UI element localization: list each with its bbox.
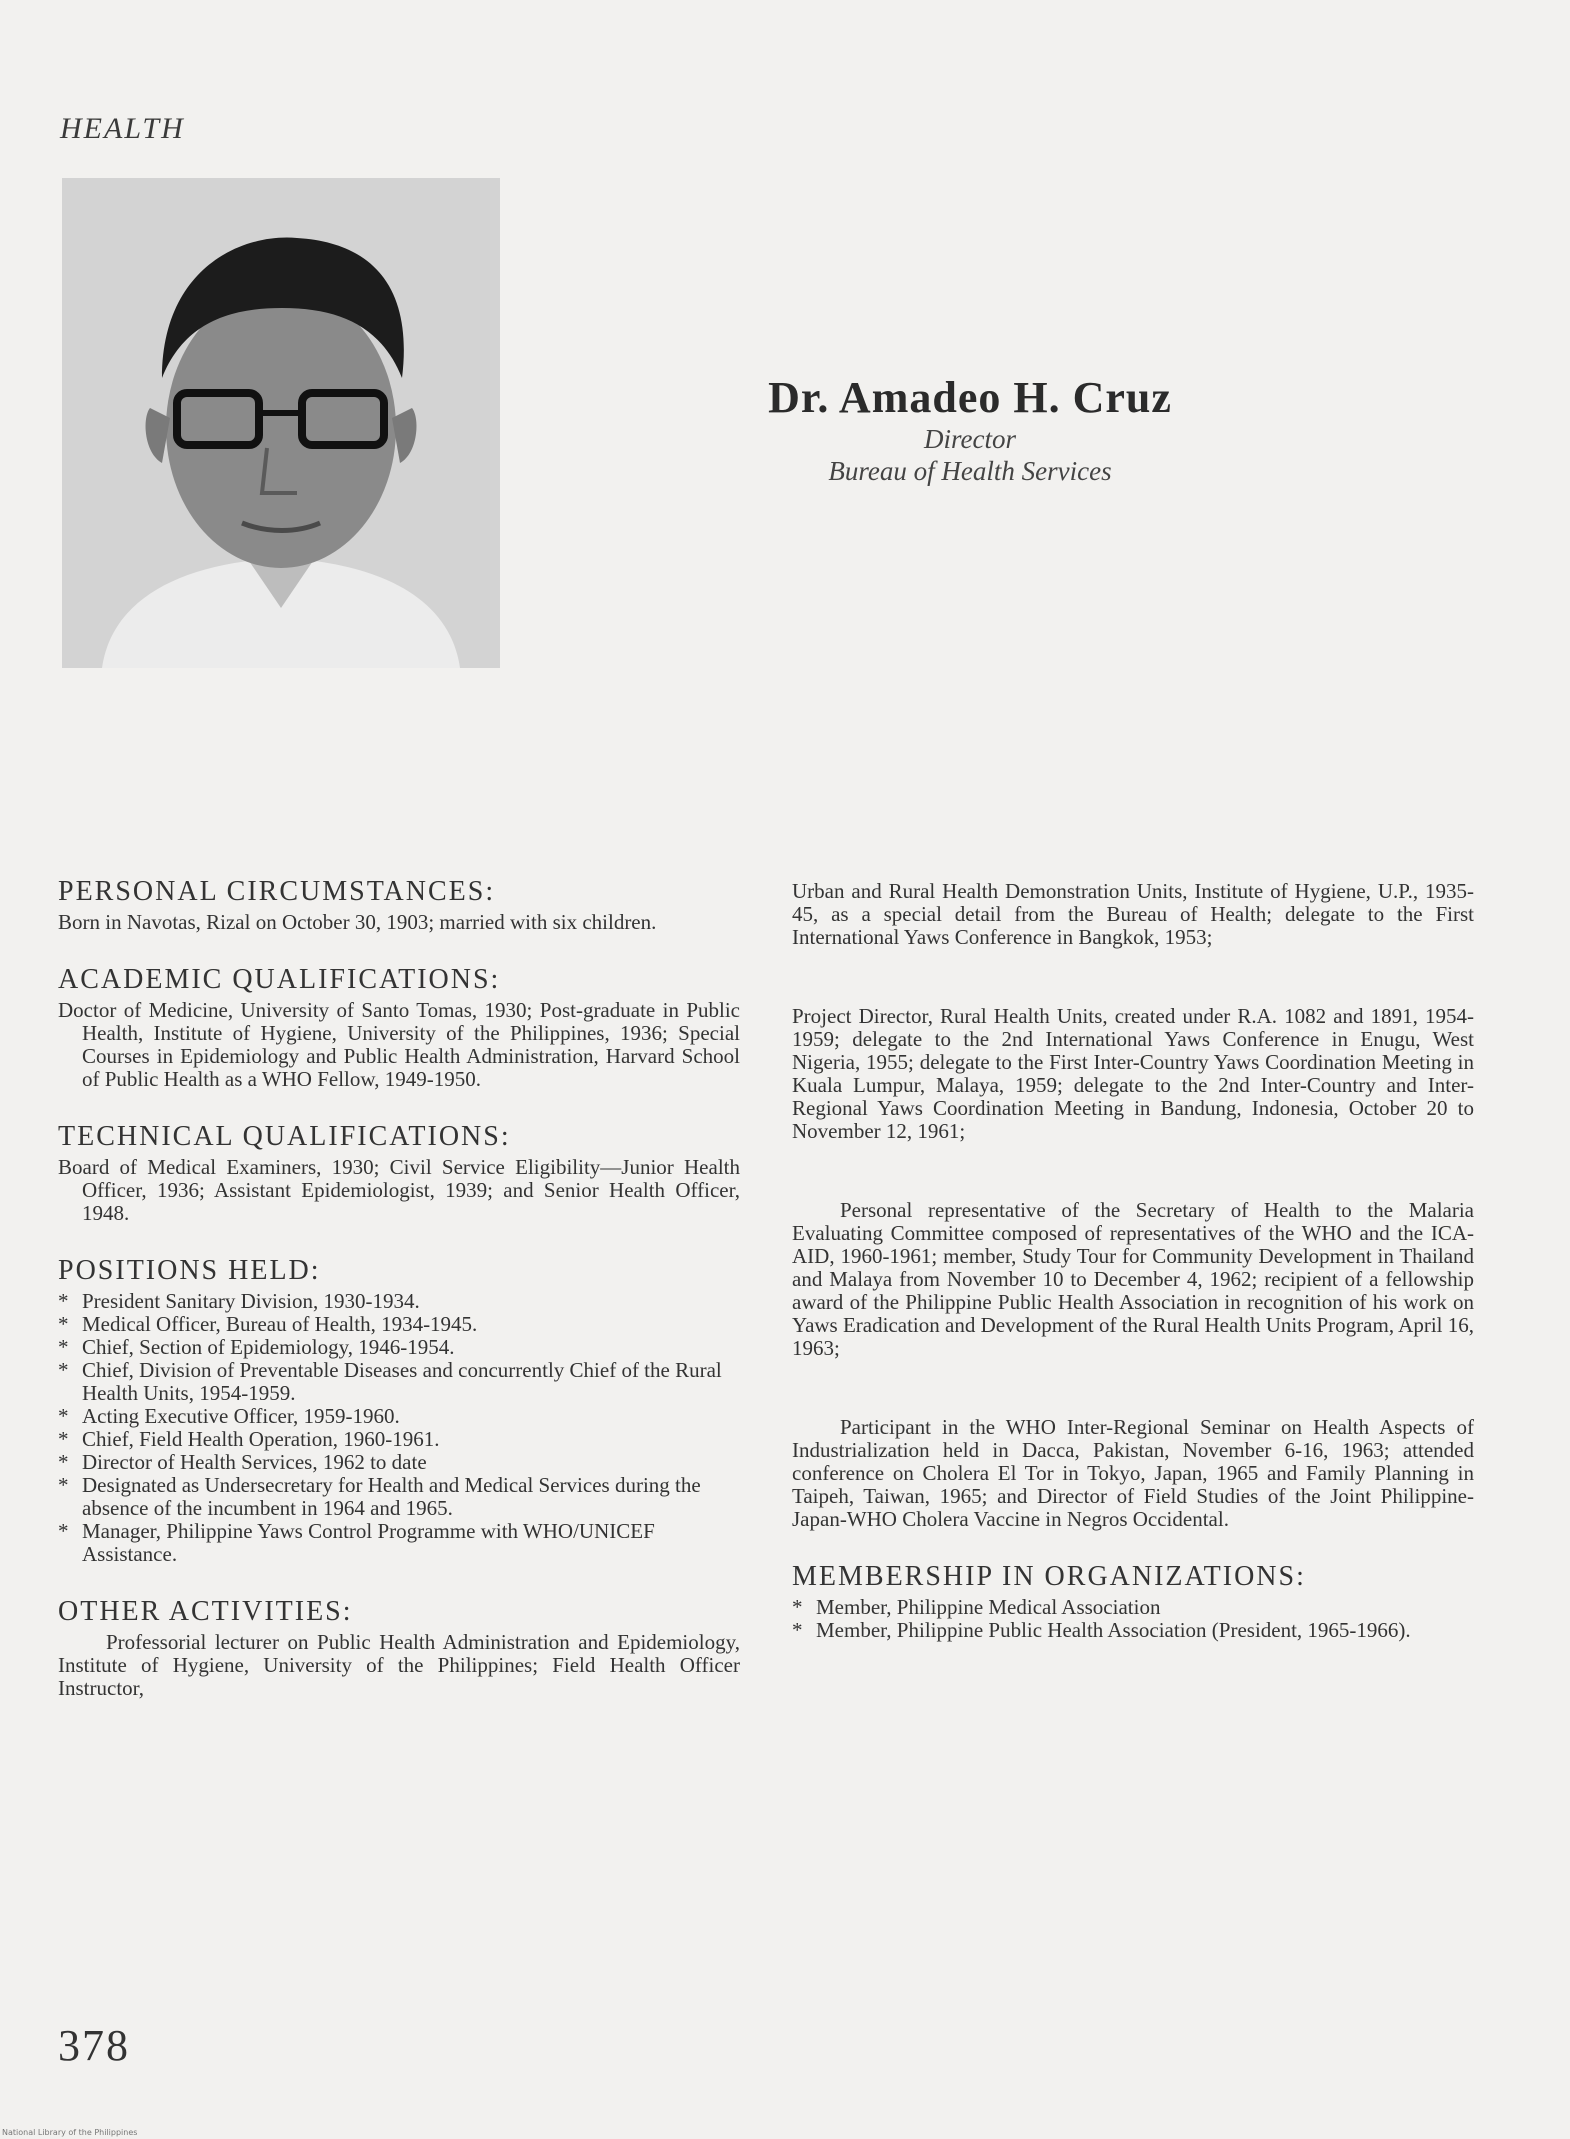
membership-heading: MEMBERSHIP IN ORGANIZATIONS: bbox=[792, 1561, 1306, 1592]
profile-header bbox=[700, 372, 1240, 487]
bullet-icon: * bbox=[58, 1427, 69, 1451]
list-item: * Member, Philippine Medical Association bbox=[792, 1595, 1161, 1619]
list-item: * Manager, Philippine Yaws Control Programme with WHO/UNICEF Assistance. bbox=[58, 1519, 655, 1566]
list-item: * Medical Officer, Bureau of Health, 1934-1945. bbox=[58, 1312, 478, 1336]
bullet-icon: * bbox=[58, 1473, 69, 1497]
list-item: * Designated as Undersecretary for Health and Medical Services during the absence of the incumbent in 1964 and 1965. bbox=[58, 1473, 701, 1520]
membership-list bbox=[792, 1596, 1474, 1642]
bullet-icon: * bbox=[792, 1595, 803, 1619]
footer-note: National Library of the Philippines bbox=[2, 2128, 138, 2137]
person-office: Bureau of Health Services bbox=[828, 456, 1112, 486]
portrait-photo bbox=[62, 178, 500, 668]
technical-section bbox=[58, 1121, 740, 1225]
list-item: * Chief, Field Health Operation, 1960-1961. bbox=[58, 1427, 440, 1451]
person-name: Dr. Amadeo H. Cruz bbox=[768, 373, 1172, 422]
right-paragraph-1 bbox=[792, 880, 1474, 949]
membership-section bbox=[792, 1561, 1474, 1642]
list-item: * Chief, Section of Epidemiology, 1946-1954. bbox=[58, 1335, 455, 1359]
bullet-icon: * bbox=[792, 1618, 803, 1642]
paragraph-text: Participant in the WHO Inter-Regional Seminar on Health Aspects of Industrialization held in Dacca, Pakistan, November 6-16, 1963; attended conference on Cholera El Tor in Tokyo, Japan, 1965 and Family Planning in Taipeh, Taiwan, 1965; and Director of Field Studies of the Joint Philippine-Japan-WHO Cholera Vaccine in Negros Occidental. bbox=[792, 1415, 1474, 1531]
positions-section bbox=[58, 1255, 740, 1566]
right-column bbox=[792, 880, 1474, 1676]
positions-heading: POSITIONS HELD: bbox=[58, 1255, 321, 1286]
section-tag: HEALTH bbox=[60, 112, 185, 145]
other-heading: OTHER ACTIVITIES: bbox=[58, 1596, 353, 1627]
academic-text: Doctor of Medicine, University of Santo Tomas, 1930; Post-graduate in Public Health, Institute of Hygiene, University of the Philippines, 1936; Special Courses in Epidemiology and Public Health Administration, Harvard School of Public Health as a WHO Fellow, 1949-1950. bbox=[58, 998, 740, 1091]
left-column bbox=[58, 876, 740, 1734]
list-item: * Director of Health Services, 1962 to date bbox=[58, 1450, 427, 1474]
bullet-icon: * bbox=[58, 1312, 69, 1336]
person-title: Director bbox=[924, 424, 1016, 454]
bullet-icon: * bbox=[58, 1519, 69, 1543]
bullet-icon: * bbox=[58, 1404, 69, 1428]
academic-section bbox=[58, 964, 740, 1091]
paragraph-text: Urban and Rural Health Demonstration Units, Institute of Hygiene, U.P., 1935-45, as a special detail from the Bureau of Health; delegate to the First International Yaws Conference in Bangkok, 1953; bbox=[792, 879, 1474, 949]
personal-heading: PERSONAL CIRCUMSTANCES: bbox=[58, 876, 496, 907]
list-item: * Acting Executive Officer, 1959-1960. bbox=[58, 1404, 400, 1428]
personal-text: Born in Navotas, Rizal on October 30, 1903; married with six children. bbox=[58, 910, 657, 934]
portrait-icon bbox=[62, 178, 500, 668]
bullet-icon: * bbox=[58, 1289, 69, 1313]
bullet-icon: * bbox=[58, 1335, 69, 1359]
technical-text: Board of Medical Examiners, 1930; Civil Service Eligibility—Junior Health Officer, 1936; Assistant Epidemiologist, 1939; and Senior Health Officer, 1948. bbox=[58, 1155, 740, 1225]
technical-heading: TECHNICAL QUALIFICATIONS: bbox=[58, 1121, 511, 1152]
page-number: 378 bbox=[58, 2021, 130, 2070]
list-item: * Chief, Division of Preventable Diseases and concurrently Chief of the Rural Health Units, 1954-1959. bbox=[58, 1358, 722, 1405]
other-section bbox=[58, 1596, 740, 1700]
paragraph-text: Project Director, Rural Health Units, created under R.A. 1082 and 1891, 1954-1959; delegate to the 2nd International Yaws Conference in Enugu, West Nigeria, 1955; delegate to the First Inter-Country Yaws Coordination Meeting in Kuala Lumpur, Malaya, 1959; delegate to the 2nd Inter-Country and Inter-Regional Yaws Coordination Meeting in Bandung, Indonesia, October 20 to November 12, 1961; bbox=[792, 1004, 1474, 1143]
other-text: Professorial lecturer on Public Health Administration and Epidemiology, Institute of Hygiene, University of the Philippines; Field Health Officer Instructor, bbox=[58, 1630, 740, 1700]
bullet-icon: * bbox=[58, 1450, 69, 1474]
right-paragraph-3 bbox=[792, 1199, 1474, 1360]
paragraph-text: Personal representative of the Secretary of Health to the Malaria Evaluating Committee composed of representatives of the WHO and the ICA-AID, 1960-1961; member, Study Tour for Community Development in Thailand and Malaya from November 10 to December 4, 1962; recipient of a fellowship award of the Philippine Public Health Association in recognition of his work on Yaws Eradication and Development of the Rural Health Units Program, April 16, 1963; bbox=[792, 1198, 1474, 1360]
right-paragraph-2 bbox=[792, 1005, 1474, 1143]
bullet-icon: * bbox=[58, 1358, 69, 1382]
positions-list bbox=[58, 1290, 740, 1566]
academic-heading: ACADEMIC QUALIFICATIONS: bbox=[58, 964, 501, 995]
personal-section bbox=[58, 876, 740, 934]
list-item: * Member, Philippine Public Health Association (President, 1965-1966). bbox=[792, 1618, 1411, 1642]
right-paragraph-4 bbox=[792, 1416, 1474, 1531]
list-item: * President Sanitary Division, 1930-1934. bbox=[58, 1289, 420, 1313]
